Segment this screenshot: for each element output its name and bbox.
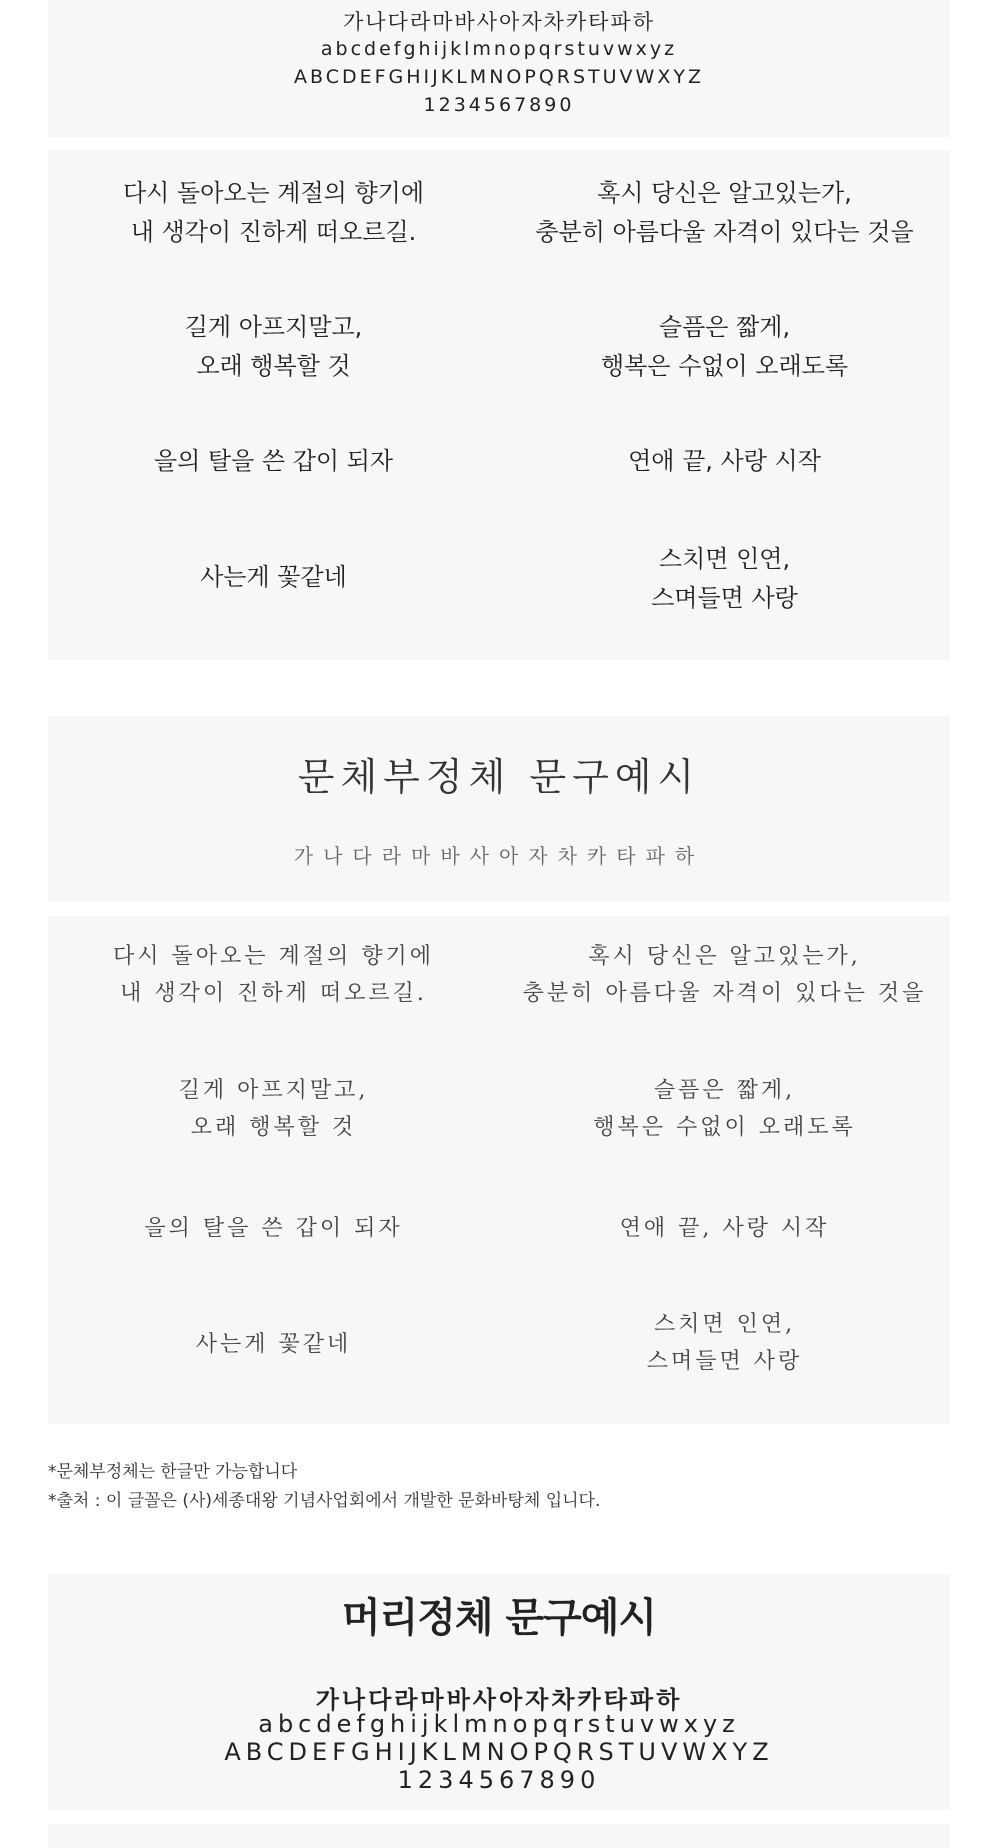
uppercase-sample: ABCDEFGHIJKLMNOPQRSTUVWXYZ <box>294 66 704 88</box>
phrase-item: 길게 아프지말고, 오래 행복할 것 <box>178 1078 369 1140</box>
phrase-item: 연애 끝, 사랑 시작 <box>619 1216 830 1241</box>
lowercase-sample: abcdefghijklmnopqrstuvwxyz <box>258 1710 740 1738</box>
digits-sample: 1234567890 <box>423 94 575 116</box>
next-panel <box>48 1824 950 1848</box>
phrase-item: 사는게 꽃같네 <box>200 563 347 591</box>
phrase-item: 길게 아프지말고, 오래 행복할 것 <box>184 313 363 380</box>
uppercase-sample: ABCDEFGHIJKLMNOPQRSTUVWXYZ <box>224 1738 774 1766</box>
phrase-item: 을의 탈을 쓴 갑이 되자 <box>153 447 394 475</box>
phrase-item: 을의 탈을 쓴 갑이 되자 <box>144 1216 403 1241</box>
phrase-item: 혹시 당신은 알고있는가, 충분히 아름다울 자격이 있다는 것을 <box>522 944 927 1006</box>
footnotes <box>48 1458 600 1516</box>
font-sample-panel <box>48 0 950 137</box>
hangul-sample: 가나다라마바사아자차카타파하 <box>293 844 705 868</box>
section-title: 머리정체 문구예시 <box>341 1595 657 1641</box>
phrase-item: 다시 돌아오는 계절의 향기에 내 생각이 진하게 떠오르길. <box>112 944 434 1006</box>
head-style-panel <box>48 1574 950 1810</box>
phrase-item: 슬픔은 짧게, 행복은 수없이 오래도록 <box>600 313 849 380</box>
phrase-item: 연애 끝, 사랑 시작 <box>628 447 821 475</box>
hangul-sample: 가나다라마바사아자차카타파하 <box>315 1686 683 1714</box>
phrase-examples-panel <box>48 150 950 660</box>
section-title: 문체부정체 문구예시 <box>297 755 701 799</box>
phrase-item: 스치면 인연, 스며들면 사랑 <box>646 1312 803 1374</box>
phrase-item: 혹시 당신은 알고있는가, 충분히 아름다울 자격이 있다는 것을 <box>535 179 914 246</box>
brush-style-header-panel <box>48 716 950 902</box>
phrase-item: 스치면 인연, 스며들면 사랑 <box>651 545 798 612</box>
note-korean-only: *문체부정체는 한글만 가능합니다 <box>48 1462 298 1482</box>
phrase-item: 슬픔은 짧게, 행복은 수없이 오래도록 <box>593 1078 856 1140</box>
phrase-item: 다시 돌아오는 계절의 향기에 내 생각이 진하게 떠오르길. <box>122 179 425 246</box>
digits-sample: 1234567890 <box>397 1766 601 1794</box>
brush-phrase-examples-panel <box>48 916 950 1424</box>
hangul-sample: 가나다라마바사아자차카타파하 <box>342 10 655 34</box>
note-source: *출처 : 이 글꼴은 (사)세종대왕 기념사업회에서 개발한 문화바탕체 입니다. <box>48 1491 601 1511</box>
lowercase-sample: abcdefghijklmnopqrstuvwxyz <box>320 38 678 60</box>
phrase-item: 사는게 꽃같네 <box>195 1332 352 1357</box>
